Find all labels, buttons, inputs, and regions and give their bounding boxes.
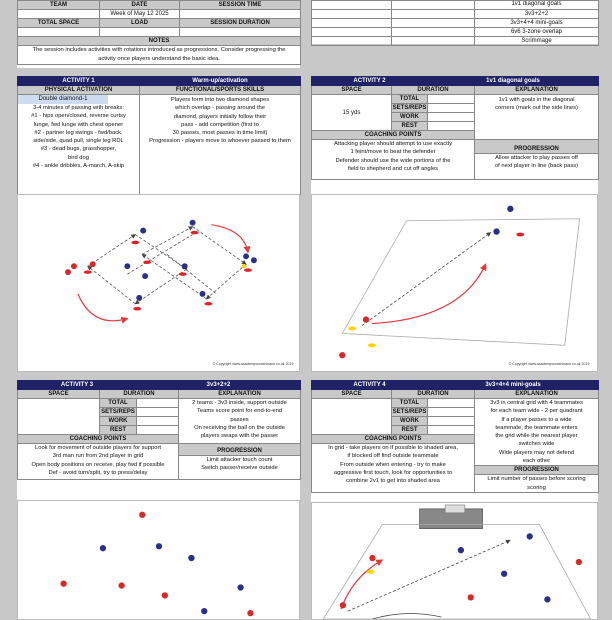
rest-value[interactable] bbox=[428, 426, 475, 435]
activity3-explanation[interactable]: 2 teams - 3v3 inside, support outside Teams score point for end-to-end passes On receiving the ball on the outside players swaps with the passer bbox=[179, 399, 301, 444]
activity1-diagram bbox=[17, 194, 300, 372]
activity3-coaching-points[interactable]: Look for movement of outside players for support 3rd man run from 2nd player in grid Open body positions on receive, play fwd if possible Def - avoid turn/split, try to press/delay bbox=[18, 444, 179, 480]
date-value[interactable]: Week of May 12 2025 bbox=[100, 10, 180, 19]
total-value[interactable] bbox=[428, 95, 475, 104]
space-label: SPACE bbox=[312, 86, 392, 95]
sets-label: SETS/REPS bbox=[392, 409, 427, 415]
notes-label: NOTES bbox=[18, 36, 301, 45]
progression-label: PROGRESSION bbox=[475, 466, 599, 475]
total-value[interactable] bbox=[137, 399, 179, 408]
functional-skills-header: FUNCTIONAL/SPORTS SKILLS bbox=[140, 86, 301, 95]
duration-label: DURATION bbox=[392, 86, 475, 95]
rest-label: REST bbox=[100, 426, 137, 435]
activity4-panel bbox=[311, 380, 598, 620]
sets-value[interactable] bbox=[428, 104, 475, 113]
activity1-name: Warm-up/activation bbox=[140, 77, 301, 86]
session-info-table bbox=[17, 0, 301, 65]
activity2-number: ACTIVITY 2 bbox=[312, 77, 428, 86]
team-value[interactable] bbox=[18, 10, 100, 19]
activity-list-item: 3v3+4+4 mini-goals bbox=[475, 18, 599, 27]
load-label: LOAD bbox=[100, 19, 180, 28]
coaching-points-label: COACHING POINTS bbox=[18, 435, 179, 444]
space-label: SPACE bbox=[18, 390, 100, 399]
rest-label: REST bbox=[392, 122, 428, 131]
activity2-header bbox=[311, 76, 599, 180]
activity4-name: 3v3+4+4 mini-goals bbox=[428, 381, 599, 390]
sets-value[interactable] bbox=[428, 408, 475, 417]
activity4-coaching-points[interactable]: In grid - take players on if possible to shaded area, if blocked off find outside teammate From outside when entering - try to make aggressive first touch, look for opportunities to combine 2v1 to get into shaded area bbox=[312, 444, 475, 493]
team-label: TEAM bbox=[18, 1, 100, 10]
activity1-copyright: © Copyright www.academysoccercoach.co.uk 2019 bbox=[212, 362, 294, 367]
activity4-progression[interactable]: Limit number of passes before scoring scoring bbox=[475, 475, 599, 493]
space-value[interactable] bbox=[312, 399, 392, 435]
total-label: TOTAL bbox=[392, 399, 428, 408]
activity4-diagram bbox=[311, 502, 598, 620]
session-time-value[interactable] bbox=[180, 10, 301, 19]
date-label: DATE bbox=[100, 1, 180, 10]
work-value[interactable] bbox=[428, 113, 475, 122]
sets-value[interactable] bbox=[137, 408, 179, 417]
total-label: TOTAL bbox=[100, 399, 137, 408]
activity3-panel bbox=[17, 380, 300, 620]
physical-text[interactable]: 3-4 minutes of passing with breaks: #1 - hips open/closed, reverse curtsy lunge, fwd lunge with chest opener #2 - partner leg swings - fwd/back, side/side, quad pull, single leg RDL #3 - dead bugs, grasshopper, bird dog #4 - ankle dribbles, A-march, A-skip bbox=[31, 105, 126, 170]
rest-label: REST bbox=[392, 426, 428, 435]
load-value[interactable] bbox=[100, 28, 180, 37]
activity1-header bbox=[17, 76, 301, 195]
physical-activation-header: PHYSICAL ACTIVATION bbox=[18, 86, 140, 95]
explanation-label: EXPLANATION bbox=[179, 390, 301, 399]
functional-text[interactable]: Players form into two diamond shapes which overlap - passing around the diamond, players initially follow their pass - add competition (first to 30 passes, most passes in time limit) Progression - players move to whoever passed to them bbox=[149, 97, 291, 145]
duration-label: DURATION bbox=[100, 390, 179, 399]
activity4-explanation[interactable]: 3v3 in central grid with 4 teammates for each team wide - 2 per quadrant If a player passes to a wide teammate, the teammate enters the grid while the nearest player switches wide Wide players may not defend each other bbox=[475, 399, 599, 466]
activity2-panel bbox=[311, 76, 598, 372]
work-label: WORK bbox=[392, 417, 428, 426]
physical-title[interactable]: Double diamond-1 bbox=[18, 95, 108, 104]
total-value[interactable] bbox=[428, 399, 475, 408]
activity4-header bbox=[311, 380, 599, 493]
activity1-number: ACTIVITY 1 bbox=[18, 77, 140, 86]
activity-list-item: Scrimmage bbox=[475, 36, 599, 45]
total-label: TOTAL bbox=[392, 95, 428, 104]
work-label: WORK bbox=[100, 417, 137, 426]
session-time-label: SESSION TIME bbox=[180, 1, 301, 10]
explanation-label: EXPLANATION bbox=[475, 86, 599, 95]
total-space-value[interactable] bbox=[18, 28, 100, 37]
session-duration-value[interactable] bbox=[180, 28, 301, 37]
rest-value[interactable] bbox=[428, 122, 475, 131]
activity2-coaching-points[interactable]: Attacking player should attempt to use exactly 1 feint/move to beat the defender Defender should use the wide portions of the field to shepherd and cut off angles bbox=[312, 140, 475, 180]
progression-label: PROGRESSION bbox=[475, 140, 599, 154]
notes-text[interactable]: The session includes activities with rotations introduced as progressions. Consider progressing the activity once players understand the basic idea. bbox=[18, 45, 301, 64]
activity3-progression[interactable]: Limit attacker touch count Switch passer/receive outside bbox=[179, 456, 301, 480]
activity-list-item: 3v3+2+2 bbox=[475, 9, 599, 18]
space-value[interactable]: 15 yds bbox=[312, 95, 392, 131]
activity1-panel bbox=[17, 76, 300, 372]
progression-label: PROGRESSION bbox=[179, 444, 301, 456]
activity2-copyright: © Copyright www.academysoccercoach.co.uk 2019 bbox=[508, 362, 590, 367]
work-value[interactable] bbox=[137, 417, 179, 426]
activity-list-item: 6v6 3-zone overlap bbox=[475, 27, 599, 36]
total-space-label: TOTAL SPACE bbox=[18, 19, 100, 28]
activity4-number: ACTIVITY 4 bbox=[312, 381, 428, 390]
work-value[interactable] bbox=[428, 417, 475, 426]
activity2-progression[interactable]: Allow attacker to play passes off of next player in line (back pass) bbox=[475, 153, 599, 179]
session-info-panel bbox=[17, 0, 300, 68]
coaching-points-label: COACHING POINTS bbox=[312, 435, 475, 444]
activity3-diagram bbox=[17, 500, 300, 620]
session-duration-label: SESSION DURATION bbox=[180, 19, 301, 28]
space-value[interactable] bbox=[18, 399, 100, 435]
sets-label: SETS/REPS bbox=[392, 105, 427, 111]
duration-label: DURATION bbox=[392, 390, 475, 399]
space-label: SPACE bbox=[312, 390, 392, 399]
work-label: WORK bbox=[392, 113, 428, 122]
activity-list-item: 1v1 diagonal goals bbox=[475, 1, 599, 10]
activity2-explanation[interactable]: 1v1 with goals in the diagonal corners (mark out the side lines) bbox=[475, 95, 599, 140]
sets-label: SETS/REPS bbox=[101, 409, 135, 415]
activity-list-panel bbox=[311, 0, 598, 44]
explanation-label: EXPLANATION bbox=[475, 390, 599, 399]
activity2-name: 1v1 diagonal goals bbox=[428, 77, 599, 86]
rest-value[interactable] bbox=[137, 426, 179, 435]
activity2-diagram bbox=[311, 194, 598, 372]
activity-list-table bbox=[311, 0, 599, 46]
coaching-points-label: COACHING POINTS bbox=[312, 131, 475, 140]
activity3-header bbox=[17, 380, 301, 480]
activity3-name: 3v3+2+2 bbox=[137, 381, 301, 390]
activity3-number: ACTIVITY 3 bbox=[18, 381, 137, 390]
